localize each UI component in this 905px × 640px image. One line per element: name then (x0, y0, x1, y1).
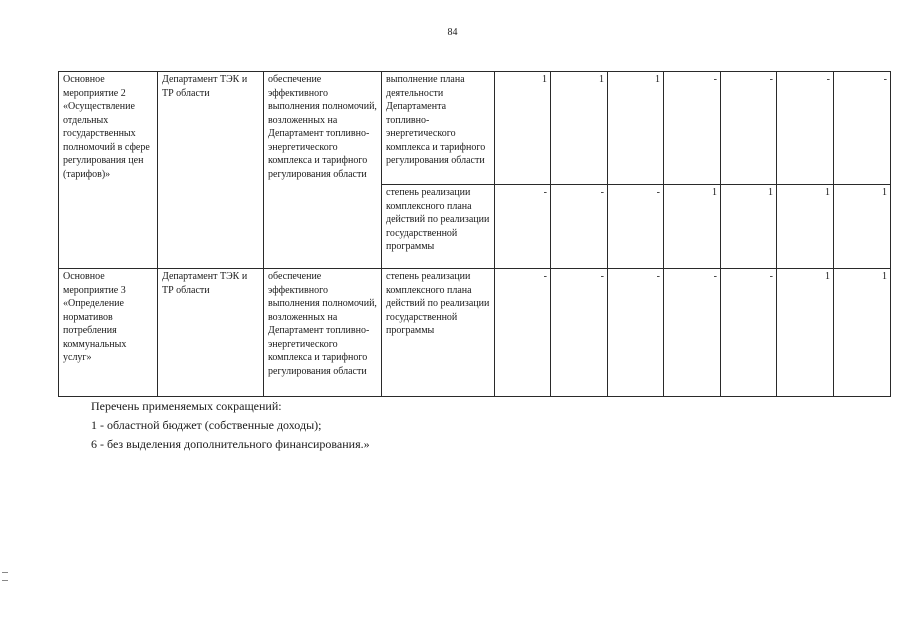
value-cell: - (777, 72, 834, 185)
program-table (58, 71, 891, 397)
table-row (59, 269, 891, 397)
table-row (59, 72, 891, 185)
value-cell: - (495, 269, 551, 397)
value-cell: - (608, 269, 664, 397)
executor-cell: Департамент ТЭК и ТР области (158, 72, 264, 269)
goal-cell: обеспечение эффективного выполнения полномочий, возложенных на Департамент топливно-энергетического комплекса и тарифного регулирования области (264, 72, 382, 269)
indicator-cell: выполнение плана деятельности Департамента топливно-энергетического комплекса и тарифного регулирования области (382, 72, 495, 185)
value-cell: 1 (664, 185, 721, 269)
scan-artifact (2, 580, 8, 581)
measure-cell: Основное мероприятие 2 «Осуществление отдельных государственных полномочий в сфере регулирования цен (тарифов)» (59, 72, 158, 269)
value-cell: 1 (608, 72, 664, 185)
value-cell: 1 (834, 269, 891, 397)
value-cell: - (495, 185, 551, 269)
value-cell: - (721, 269, 777, 397)
abbreviation-item: 1 - областной бюджет (собственные доходы); (91, 418, 322, 432)
value-cell: 1 (551, 72, 608, 185)
measure-cell: Основное мероприятие 3 «Определение нормативов потребления коммунальных услуг» (59, 269, 158, 397)
value-cell: - (608, 185, 664, 269)
value-cell: - (551, 269, 608, 397)
abbreviations-list (91, 397, 370, 454)
value-cell: 1 (495, 72, 551, 185)
indicator-cell: степень реализации комплексного плана действий по реализации государственной программы (382, 269, 495, 397)
abbreviations-heading: Перечень применяемых сокращений: (91, 399, 282, 413)
value-cell: - (834, 72, 891, 185)
abbreviation-item: 6 - без выделения дополнительного финансирования.» (91, 437, 370, 451)
indicator-cell: степень реализации комплексного плана действий по реализации государственной программы (382, 185, 495, 269)
goal-cell: обеспечение эффективного выполнения полномочий, возложенных на Департамент топливно-энергетического комплекса и тарифного регулирования области (264, 269, 382, 397)
executor-cell: Департамент ТЭК и ТР области (158, 269, 264, 397)
value-cell: - (721, 72, 777, 185)
value-cell: - (551, 185, 608, 269)
value-cell: 1 (777, 185, 834, 269)
page-number: 84 (447, 27, 458, 38)
value-cell: - (664, 269, 721, 397)
value-cell: - (664, 72, 721, 185)
value-cell: 1 (834, 185, 891, 269)
value-cell: 1 (777, 269, 834, 397)
scan-artifact (2, 572, 8, 573)
value-cell: 1 (721, 185, 777, 269)
